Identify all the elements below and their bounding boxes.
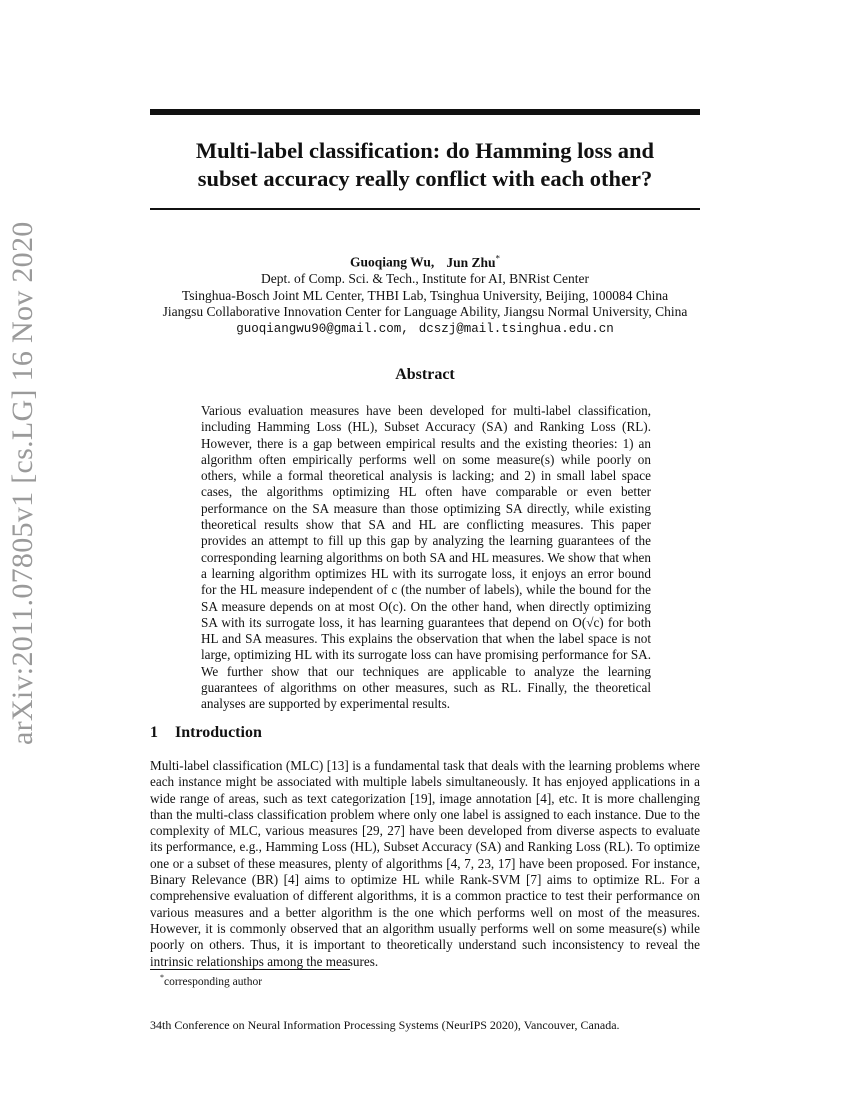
affiliation-2: Tsinghua-Bosch Joint ML Center, THBI Lab, Tsinghua University, Beijing, 100084 China (181, 287, 669, 303)
section-number: 1 (150, 724, 158, 741)
title-line-1: Multi-label classification: do Hamming loss and (195, 138, 655, 163)
introduction-paragraph: Multi-label classification (MLC) [13] is a fundamental task that deals with the learning problems where each instance might be associated with multiple labels simultaneously. It has enjoyed applications in a wide range of areas, such as text categorization [19], image annotation [4], etc. It is more challenging than the multi-class classification problem where only one label is assigned to each instance. Due to the complexity of MLC, various measures [29, 27] have been developed from diverse aspects to evaluate its performance, e.g., Hamming Loss (HL), Subset Accuracy (SA) and Ranking Loss (RL). To optimize one or a subset of these measures, plenty of algorithms [4, 7, 23, 17] have been proposed. For instance, Binary Relevance (BR) [4] aims to optimize HL while Rank-SVM [7] aims to optimize RL. For a comprehensive evaluation of different algorithms, it is a common practice to test their performance on various measures and a better algorithm is the one which performs well on most of the measures. However, it is commonly observed that an algorithm usually performs well on some measure(s) while poorly on others. Thus, it is important to theoretically understand such inconsistency to reveal the intrinsic relationships among the measures. (150, 758, 700, 969)
affiliation-3: Jiangsu Collaborative Innovation Center for Language Ability, Jiangsu Normal University, China (162, 304, 688, 319)
section-heading-introduction (150, 724, 262, 742)
author-names (150, 250, 700, 271)
email-1: guoqiangwu90@gmail.com, (236, 321, 409, 336)
abstract-text: Various evaluation measures have been developed for multi-label classification, including Hamming Loss (HL), Subset Accuracy (SA) and Ranking Loss (RL). However, there is a gap between empirical results and the existing theories: 1) an algorithm often empirically performs well on some measure(s) while poorly on others, while a formal theoretical analysis is lacking; and 2) in small label space cases, the algorithms optimizing HL often have comparable or even better performance on the SA measure than those optimizing SA directly, while existing theoretical results show that SA and HL are conflicting measures. This paper provides an attempt to fill up this gap by analyzing the learning guarantees of the corresponding learning algorithms on both SA and HL measures. We show that when a learning algorithm optimizes HL with its surrogate loss, it enjoys an error bound for the HL measure independent of c (the number of labels), while the bound for the SA measure depends on at most O(c). On the other hand, when directly optimizing SA with its surrogate loss, it has learning guarantees that depend on O(√c) for both HL and SA measures. This explains the observation that when the label space is not large, optimizing HL with its surrogate loss can have promising performance for SA. We further show that our techniques are applicable to analyze the learning guarantees of algorithms on other measures, such as RL. Finally, the theoretical analyses are supported by experimental results. (201, 403, 651, 712)
section-title: Introduction (175, 724, 262, 741)
corresponding-mark: * (495, 253, 500, 263)
footnote (160, 973, 262, 988)
title-top-rule (150, 109, 700, 115)
author-block (150, 250, 700, 337)
title-bottom-rule (150, 208, 700, 210)
footnote-mark: * (160, 973, 164, 982)
conference-note: 34th Conference on Neural Information Processing Systems (NeurIPS 2020), Vancouver, Canada. (150, 1018, 620, 1032)
arxiv-stamp: arXiv:2011.07805v1 [cs.LG] 16 Nov 2020 (6, 221, 39, 745)
author-name-2-text: Jun Zhu (446, 254, 496, 270)
author-name-1: Guoqiang Wu, (350, 254, 435, 270)
affiliation-1: Dept. of Comp. Sci. & Tech., Institute for AI, BNRist Center (260, 271, 590, 286)
title-line-2: subset accuracy really conflict with each other? (197, 166, 653, 191)
footnote-text: corresponding author (164, 975, 263, 988)
author-name-2 (446, 255, 500, 270)
abstract-heading: Abstract (395, 366, 455, 383)
email-2: dcszj@mail.tsinghua.edu.cn (418, 321, 614, 336)
paper-title (150, 137, 700, 193)
author-emails (150, 321, 700, 338)
footnote-rule (150, 969, 350, 970)
